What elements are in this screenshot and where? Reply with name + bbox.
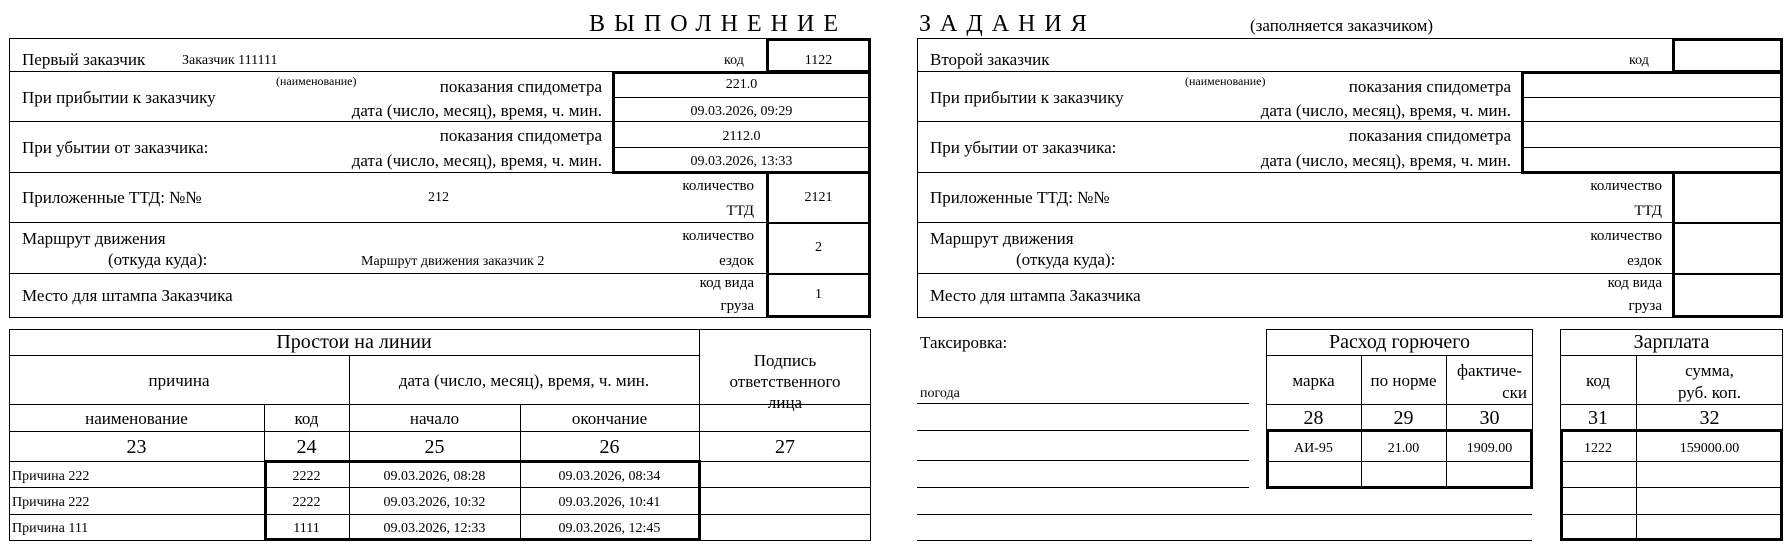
customer-1-departure-datetime-label: дата (число, месяц), время, ч. мин. bbox=[351, 151, 602, 170]
form-note: (заполняется заказчиком) bbox=[1250, 16, 1434, 35]
customer-2-departure-datetime-label: дата (число, месяц), время, ч. мин. bbox=[1260, 151, 1511, 170]
customer-1-cargo-label-2: груза bbox=[720, 298, 754, 314]
fuel-data-box bbox=[1266, 429, 1533, 489]
customer-1-cargo-code: 1 bbox=[815, 287, 822, 302]
customer-1-stamp-label: Место для штампа Заказчика bbox=[22, 286, 233, 305]
downtime-row-start: 09.03.2026, 12:33 bbox=[383, 521, 486, 536]
customer-1-name-hint: (наименование) bbox=[276, 74, 357, 88]
downtime-col-number: 26 bbox=[599, 436, 620, 458]
customer-2-code-label: код bbox=[1629, 53, 1649, 68]
fuel-brand-value: АИ-95 bbox=[1294, 441, 1333, 456]
customer-1-ttd-qty-label: количество bbox=[682, 178, 754, 194]
customer-2-route-label-2: (откуда куда): bbox=[1016, 250, 1116, 269]
fuel-col-fact-2: ски bbox=[1502, 383, 1527, 402]
customer-2-label: Второй заказчик bbox=[930, 50, 1050, 69]
customer-2-arrival-datetime-label: дата (число, месяц), время, ч. мин. bbox=[1260, 101, 1511, 120]
customer-2-counts-box bbox=[1672, 171, 1783, 318]
customer-1-departure-odometer: 2112.0 bbox=[722, 129, 761, 144]
customer-1-departure-odometer-label: показания спидометра bbox=[439, 126, 602, 145]
customer-1-ttd-numbers: 212 bbox=[428, 190, 449, 205]
customer-2-arrival-values-box bbox=[1521, 71, 1783, 174]
salary-sum-value: 159000.00 bbox=[1679, 441, 1740, 456]
customer-1-arrival-label: При прибытии к заказчику bbox=[22, 88, 216, 107]
customer-1-label: Первый заказчик bbox=[22, 50, 146, 69]
downtime-col-number: 23 bbox=[126, 436, 147, 458]
customer-1-cargo-label-1: код вида bbox=[699, 275, 754, 291]
customer-1-code-label: код bbox=[724, 53, 744, 68]
customer-2-ttd-word: ТТД bbox=[1634, 203, 1662, 219]
customer-2-cargo-label-1: код вида bbox=[1607, 275, 1662, 291]
downtime-row-end: 09.03.2026, 12:45 bbox=[558, 521, 661, 536]
downtime-row-name: Причина 222 bbox=[12, 469, 90, 484]
customer-2-ttd-qty-label: количество bbox=[1590, 178, 1662, 194]
customer-1-route-label-1: Маршрут движения bbox=[22, 229, 166, 248]
downtime-col-number: 25 bbox=[424, 436, 445, 458]
customer-1-trips-count: 2 bbox=[815, 240, 822, 255]
customer-1-name: Заказчик 111111 bbox=[182, 53, 278, 68]
weather-label: погода bbox=[920, 386, 960, 401]
fuel-col-fact-1: фактиче- bbox=[1457, 361, 1522, 380]
downtime-row-start: 09.03.2026, 08:28 bbox=[383, 469, 486, 484]
downtime-row-code: 2222 bbox=[292, 495, 321, 510]
customer-1-code-value: 1122 bbox=[804, 53, 833, 68]
customer-2-route-label-1: Маршрут движения bbox=[930, 229, 1074, 248]
salary-col-code: код bbox=[1585, 371, 1611, 390]
fuel-col-brand: марка bbox=[1292, 371, 1335, 390]
salary-title: Зарплата bbox=[1633, 331, 1710, 353]
customer-2-ttd-label: Приложенные ТТД: №№ bbox=[930, 188, 1110, 207]
customer-2-route-qty-label: количество bbox=[1590, 228, 1662, 244]
salary-col-sum-2: руб. коп. bbox=[1678, 383, 1741, 402]
customer-1-departure-label: При убытии от заказчика: bbox=[22, 138, 209, 157]
fuel-col-number: 28 bbox=[1303, 407, 1324, 429]
fuel-title: Расход горючего bbox=[1329, 331, 1470, 353]
downtime-row-end: 09.03.2026, 08:34 bbox=[558, 469, 661, 484]
downtime-col-code: код bbox=[294, 409, 319, 428]
customer-1-trips-word: ездок bbox=[719, 253, 754, 269]
customer-1-ttd-word: ТТД bbox=[726, 203, 754, 219]
downtime-reason-header: причина bbox=[148, 371, 210, 390]
downtime-row-name: Причина 222 bbox=[12, 495, 90, 510]
form-title-part-2: ЗАДАНИЯ bbox=[919, 11, 1096, 37]
salary-col-sum-1: сумма, bbox=[1685, 361, 1734, 380]
downtime-signature-header: Подпись ответственного лица bbox=[729, 351, 841, 412]
salary-col-number: 31 bbox=[1588, 407, 1608, 429]
customer-1-ttd-label: Приложенные ТТД: №№ bbox=[22, 188, 202, 207]
customer-1-ttd-count: 2121 bbox=[804, 190, 833, 205]
customer-1-route-qty-label: количество bbox=[682, 228, 754, 244]
salary-code-value: 1222 bbox=[1584, 441, 1612, 456]
customer-2-arrival-odometer-label: показания спидометра bbox=[1348, 77, 1511, 96]
downtime-col-number: 27 bbox=[775, 436, 795, 458]
fuel-norm-value: 21.00 bbox=[1387, 441, 1420, 456]
downtime-col-number: 24 bbox=[296, 436, 317, 458]
customer-2-code-box bbox=[1672, 38, 1783, 73]
customer-2-trips-word: ездок bbox=[1627, 253, 1662, 269]
salary-col-number: 32 bbox=[1699, 407, 1720, 429]
fuel-col-number: 30 bbox=[1479, 407, 1500, 429]
downtime-row-code: 2222 bbox=[292, 469, 321, 484]
fuel-col-number: 29 bbox=[1393, 407, 1414, 429]
downtime-col-name: наименование bbox=[85, 409, 188, 428]
form-title-part-1: ВЫПОЛНЕНИЕ bbox=[589, 11, 847, 37]
downtime-row-end: 09.03.2026, 10:41 bbox=[558, 495, 661, 510]
customer-2-departure-label: При убытии от заказчика: bbox=[930, 138, 1117, 157]
downtime-row-start: 09.03.2026, 10:32 bbox=[383, 495, 486, 510]
downtime-datetime-header: дата (число, месяц), время, ч. мин. bbox=[398, 371, 650, 390]
customer-1-arrival-odometer: 221.0 bbox=[725, 77, 758, 92]
customer-2-name-hint: (наименование) bbox=[1185, 74, 1266, 88]
customer-1-route-label-2: (откуда куда): bbox=[108, 250, 208, 269]
customer-1-departure-datetime: 09.03.2026, 13:33 bbox=[690, 154, 793, 169]
downtime-row-name: Причина 111 bbox=[12, 521, 89, 536]
taxation-label: Таксировка: bbox=[920, 333, 1008, 352]
customer-2-departure-odometer-label: показания спидометра bbox=[1348, 126, 1511, 145]
customer-2-stamp-label: Место для штампа Заказчика bbox=[930, 286, 1141, 305]
fuel-fact-value: 1909.00 bbox=[1466, 441, 1513, 456]
customer-1-arrival-datetime: 09.03.2026, 09:29 bbox=[690, 104, 793, 119]
customer-2-arrival-label: При прибытии к заказчику bbox=[930, 88, 1124, 107]
downtime-title: Простои на линии bbox=[276, 331, 432, 353]
fuel-col-norm: по норме bbox=[1370, 371, 1437, 390]
downtime-col-start: начало bbox=[409, 409, 460, 428]
downtime-col-end: окончание bbox=[571, 409, 648, 428]
downtime-row-code: 1111 bbox=[293, 521, 320, 536]
customer-1-arrival-odometer-label: показания спидометра bbox=[439, 77, 602, 96]
customer-2-cargo-label-2: груза bbox=[1628, 298, 1662, 314]
customer-1-route-value: Маршрут движения заказчик 2 bbox=[361, 254, 545, 269]
customer-1-arrival-datetime-label: дата (число, месяц), время, ч. мин. bbox=[351, 101, 602, 120]
